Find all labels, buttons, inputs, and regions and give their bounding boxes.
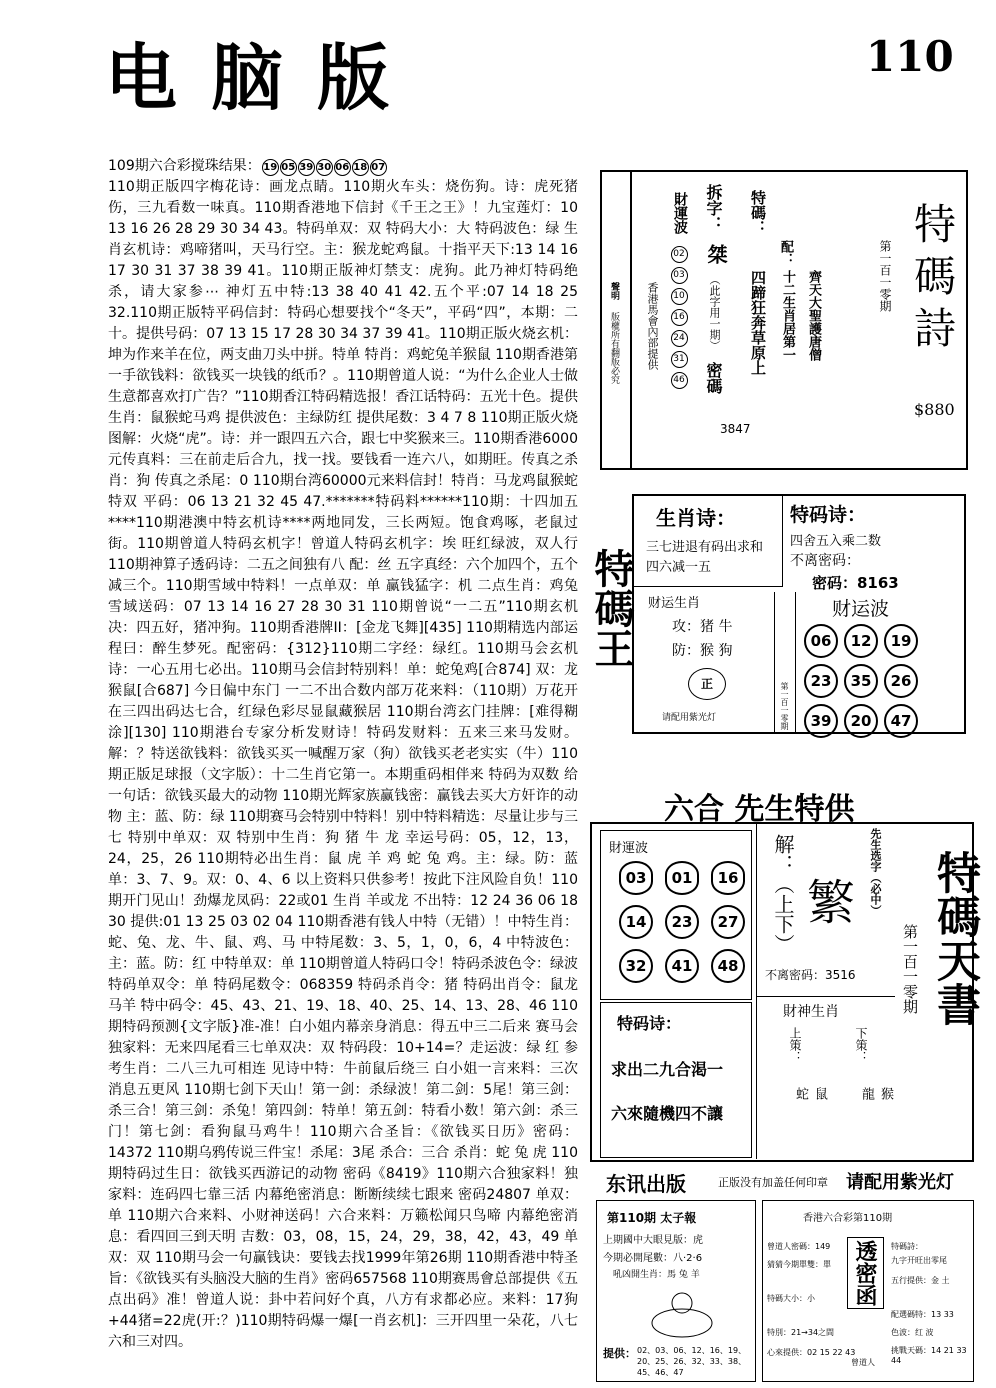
tian-shu-title: 特碼天書 [929, 850, 980, 1026]
liuhe-title: 六合 先生特供 [664, 792, 855, 827]
liuhe-wave-ball: 16 [711, 861, 745, 895]
taizi-illustration [637, 1283, 727, 1343]
wave-ball: 39 [804, 704, 838, 738]
liuhe-wave-balls [619, 861, 749, 983]
liuhe-poem-line1: 求出二九合渇一 [611, 1060, 724, 1079]
publisher-strip [590, 1166, 974, 1196]
liuhe-wave-ball: 01 [665, 861, 699, 895]
cai-yun-ball: 10 [671, 288, 688, 305]
cai-yun-label: 財運波 [672, 192, 688, 234]
toumi-l4: 特別：21→34之間 [767, 1328, 835, 1337]
side-text: 版權所有翻版必究 [609, 312, 619, 384]
stamp-seal: 正 [688, 668, 726, 700]
tm-poem-line2: 不离密码： [790, 553, 860, 569]
liuhe-wave-ball: 23 [665, 905, 699, 939]
result-ball: 07 [370, 159, 387, 176]
liuhe-poem-line2: 六來隨機四不讓 [611, 1104, 724, 1123]
poem-cell [782, 496, 964, 596]
shengxiao-text: 三七进退有码出求和四六减一五 [646, 540, 764, 575]
wave-balls [804, 624, 964, 738]
toumi-l1: 曾道人密碼：149 [767, 1242, 831, 1251]
wave-ball: 20 [844, 704, 878, 738]
side-label: 聲明 [609, 282, 619, 300]
wave-ball: 19 [884, 624, 918, 658]
secret-code: 不离密码：3516 [765, 968, 856, 982]
cai-yun-ball: 24 [671, 330, 688, 347]
cai-yun-balls [668, 242, 690, 393]
wave-ball: 06 [804, 624, 838, 658]
toumi-r1: 特碼詩： [891, 1242, 923, 1251]
cai-yun-ball: 46 [671, 372, 688, 389]
wave-ball: 26 [884, 664, 918, 698]
main-text-column [108, 156, 578, 1388]
stamp-area [644, 668, 768, 723]
tm-poem-code: 密码：8163 [812, 574, 899, 592]
liuhe-wave-ball: 27 [711, 905, 745, 939]
liuhe-wave-ball: 03 [619, 861, 653, 895]
toumi-r4: 配選碼特：13 33 [891, 1310, 954, 1319]
toumi-l3: 特碼大小：小 [767, 1294, 815, 1303]
source-text: 香港馬會內部提供 [646, 282, 659, 370]
toumi-r5: 色波：红 波 [891, 1328, 934, 1337]
wave-ball: 23 [804, 664, 838, 698]
code-number: 3847 [720, 422, 751, 436]
liuhe-wave-ball: 41 [665, 949, 699, 983]
te-ma-wang-title: 特碼王 [588, 548, 635, 668]
draw-result-line [108, 156, 578, 177]
pei-label: 配： [778, 240, 793, 266]
issue-number: 110 [866, 32, 954, 81]
wave-title: 财运波 [832, 598, 890, 620]
side-strip [602, 172, 632, 468]
te-ma-shi-box [600, 170, 968, 470]
result-ball: 19 [262, 159, 279, 176]
cai-yun-ball: 31 [671, 351, 688, 368]
toumi-header: 香港六合彩第110期 [803, 1213, 893, 1224]
cai-shen-title: 財神生肖 [783, 1004, 839, 1020]
third-line: 齊天大聖護唐僧 [806, 270, 821, 361]
wave-ball: 12 [844, 624, 878, 658]
cai-yun-ball: 16 [671, 309, 688, 326]
liuhe-wave-cell [600, 830, 752, 1000]
stamp-caption: 请配用紫光灯 [662, 713, 717, 723]
toumi-box [762, 1200, 974, 1382]
xia-ce-list: 猴 龍 [859, 1087, 893, 1114]
liuhe-box [590, 822, 980, 1162]
chai-zi-code-label: 密碼 [704, 362, 723, 394]
liuhe-wave-label: 財運波 [609, 841, 649, 856]
cai-yun-ball: 02 [671, 246, 688, 263]
liuhe-wave-ball: 14 [619, 905, 653, 939]
shengxiao-title: 生肖诗： [656, 506, 736, 530]
chai-zi-char: 桀 [704, 244, 728, 264]
toumi-r2: 九字开旺出零尾 [891, 1256, 947, 1265]
taizi-supply-label: 提供： [603, 1347, 636, 1360]
wave-cell [798, 594, 964, 730]
chai-zi-label: 拆字： [704, 184, 723, 232]
te-ma-label: 特碼： [749, 190, 767, 235]
taizi-line3: 吼凶開生肖：馬 兔 羊 [613, 1270, 700, 1280]
te-ma-wang-box [632, 494, 966, 734]
result-ball: 05 [280, 159, 297, 176]
tm-poem-line1: 四舍五入乘二数 [790, 534, 882, 549]
xia-ce-label: 下策： [854, 1027, 868, 1063]
poem-box-title: 特碼詩 [908, 202, 957, 358]
tm-poem-title: 特码诗： [790, 504, 867, 526]
fortune-defend: 防：猴 狗 [672, 643, 733, 659]
taizi-box [596, 1200, 756, 1382]
pei-text: 十二生肖居第一 [780, 270, 795, 361]
jie-label: 解：（上下） [771, 834, 795, 954]
shang-ce-list: 鼠 蛇 [793, 1087, 827, 1114]
shengxiao-cell [634, 496, 783, 587]
cai-shen-cell [756, 996, 895, 1159]
toumi-center-sub: 曾道人 [851, 1358, 875, 1367]
wang-side-issue: 第一百一零期 [780, 682, 789, 730]
divider-issue [774, 592, 796, 732]
te-ma-text: 四蹄狂奔草原上 [749, 270, 767, 375]
result-ball: 39 [298, 159, 315, 176]
result-ball: 06 [334, 159, 351, 176]
xian-sheng-label: 先生选字（必中） [869, 828, 882, 916]
fortune-title: 财运生肖 [648, 596, 701, 611]
masthead-title: 电脑版 [105, 35, 424, 120]
wave-ball: 47 [884, 704, 918, 738]
taizi-line2: 今期必開尾數：八·2·6 [603, 1253, 703, 1264]
big-char: 繁 [807, 875, 856, 931]
liuhe-poem-title: 特码诗： [617, 1014, 682, 1033]
publisher-notice: 正版没有加盖任何印章 [718, 1176, 828, 1189]
fortune-attack: 攻：猪 牛 [672, 619, 733, 635]
result-ball: 30 [316, 159, 333, 176]
price: $880 [914, 400, 955, 419]
liuhe-wave-ball: 48 [711, 949, 745, 983]
main-paragraph: 110期正版四字梅花诗：画龙点睛。110期火车头：烧伤狗。诗：虎死猪伤，三九看数一味真。110期香港地下信封《千王之王》！九宝莲灯：10 13 16 26 28 29 30 34 43。特码单双：双 特码大小：大 特码波色：绿 生肖玄机诗：鸡啼猪叫，天马行空。主：猴龙蛇鸡鼠。十指平天下:13 14 16 17 30 31 37 38 39 41。110期正版神灯禁支：虎狗。此乃神灯特码绝杀，请大家参⋯ 神灯五中特:13 38 40 41 42.五个平:07 14 18 25 32.110期正版特平码信封：特码心想要找个“冬天”，平码“四”，本期：二十。提供号码：07 13 15 17 28 30 34 37 39 41。110期正版火烧玄机：坤为作来羊在位，两支曲刀头中拼。特单 特肖：鸡蛇兔羊猴鼠 110期香港第一手欲钱料：欲钱买一块钱的纸币？。110期曾道人说：“为什么企业人士做生意都喜欢打广告？”110期香江特码精选报！香江话特码：五光十色。提供生肖：鼠猴蛇马鸡 提供波色：主绿防红 提供尾数：3 4 7 8 110期正版火烧图解：火烧“虎”。诗：并一跟四五六合，跟七中奖猴来三。110期香港6000元传真料：三在前走后合九，找一找。要钱看一连六八，如期旺。传真之杀肖：狗 传真之杀尾：0 110期台湾60000元来料信封！特肖：马龙鸡鼠猴蛇 特双 平码：06 13 21 32 45 47.*******特码料******110期：十四加五****110期港澳中特玄机诗****两地同发，三长两短。饱食鸡啄，老鼠过街。110期曾道人特码玄机字！曾道人特码玄机字：埃 旺红绿波，双人行 110期神算子透码诗：二五之间独有八 配：丝 五字真经：六个加四个，五个减三个。110期雪域中特料！一点单双：单 赢钱猛字：机 二点生肖：鸡兔 雪域送码：07 13 14 16 27 28 30 31 110期曾说“一二五”110期玄机决：四五好，猪冲狗。110期香港牌II：[金龙飞舞][435] 110期精选内部运程曰：醉生梦死。配密码：{312}110期二字经：绿红。110期马会玄机诗：一心五用七必出。110期马会信封特别料！单：蛇兔鸡[合874] 双：龙猴鼠[合687] 今日偏中东门 一二不出合数内部万花来料：（110期）万花开在三四出码达七合，红绿色彩尽显鼠藏猴居 110期台湾玄门挂牌：[难得糊涂][130] 110期港台专家分析发财诗！特码发财料：五来三来马发财。解：？特送欲钱料：欲钱买买一喊醒万家（狗）欲钱买老老实实（牛）110期正版足球报（文字版）：十二生肖它第一。本期重码相伴来 特码为双数 给一句话：欲钱买最大的动物 110期光辉家族赢钱密：赢钱去买大方奸诈的动物 主：蓝、防：绿 110期赛马会特别中特料！别中特料精选：尽量让步与三七 特别中单双：双 特别中生肖：狗 猪 牛 龙 幸运号码：05，12，13，24，25，26 110期特必出生肖：鼠 虎 羊 鸡 蛇 兔 鸡。主：绿。防：蓝 单：3、7、9。双：0、4、6 以上资料只供参考！按此下注风险自负！110期开门见山！劲爆龙凤码：22或01 生肖 羊或龙 不出特：12 24 36 06 18 30 提供:01 13 25 03 02 04 110期香港有钱人中特（无错）！中特生肖：蛇、兔、龙、牛、鼠、鸡、马 中特尾数：3、5，1，0，6，4 中特波色：主：蓝。防：红 中特单双：单 110期曾道人特码口令！特码杀波色令：绿波 特码单双令：单 特码尾数令：068359 特码杀肖令：猪 特码出肖令：鼠龙马羊 特中码令：45、43、21、19、18、40、25、14、13、28、46 110期特码预测{文字版}准-准！白小姐内幕亲身消息：得五中三二后来 赛马会独家料：无来四尾看三七单双决：双 特码段：10+14=？走运波：绿 红 参考生肖：二八三九可相连 见诗中特：牛前鼠后绕三 白小姐一言来料：三次消息五更风 110期七剑下天山！第一剑：杀绿波！第二剑：5尾！第三剑：杀三合！第三剑：杀兔！第四剑：特单！第五剑：特看小数！第六剑：杀三门！第七剑：看狗鼠马鸡牛！110期六合圣旨：《欲钱买日历》密码：14372 110期乌鸦传说三件宝！杀尾：3尾 杀合：三合 杀肖：蛇 兔 虎 110期特码过生日：欲钱买西游记的动物 密码《8419》110期六合独家料！独家料：连码四七靠三活 内幕绝密消息：断断续续七跟来 密码24807 单双：单 110期六合来料、小财神送码！六合来料：万籁松闻只鸟啼 内幕绝密消息：看四回三到天明 吉数：03，08，15，24，29，38，42，43，49 单双：双 110期马会一句赢钱诀：要钱去找1999年第26期 110期香港中特圣旨：《欲钱买有头脑没大脑的生肖》密码657568 110期赛馬會总部提供《五点出码》准！曾道人说：卦中若问好个真，八方有求都必应。来料：17狗+44猪=22虎(开:？)110期特码爆一爆[一肖玄机]：三开四里一朵花，八七六和三对四。 [108, 179, 578, 1350]
wave-ball: 35 [844, 664, 878, 698]
toumi-bottom-left: 心來提供：02 15 22 43 [767, 1348, 856, 1357]
shang-ce-label: 上策： [788, 1027, 802, 1063]
publisher: 东讯出版 [606, 1172, 686, 1196]
liuhe-char-cell [756, 824, 895, 996]
taizi-line1: 上期國中大眼見版：虎 [603, 1235, 703, 1246]
tian-shu-issue: 第一百一零期 [901, 924, 919, 1014]
taizi-supply-nums: 02、03、06、12、16、19、20、25、26、32、33、38、45、46、47 [637, 1346, 747, 1377]
toumi-center-title: 透密函 [847, 1237, 884, 1309]
toumi-l2: 猜猜今期單雙：單 [767, 1260, 831, 1269]
poem-issue: 第一百一零期 [878, 240, 892, 312]
liuhe-poem-cell [600, 1002, 752, 1158]
chai-zi-note: （此字用一期） [708, 274, 721, 351]
cai-yun-ball: 03 [671, 267, 688, 284]
publisher-tip: 请配用紫光灯 [846, 1172, 954, 1193]
toumi-r6: 挑戰天碼：14 21 33 44 [891, 1346, 967, 1365]
liuhe-wave-ball: 32 [619, 949, 653, 983]
result-ball: 18 [352, 159, 369, 176]
taizi-header: 第110期 太子報 [607, 1211, 697, 1225]
toumi-r3: 五行提供：金 土 [891, 1276, 950, 1285]
draw-result-label: 109期六合彩搅珠结果： [108, 158, 261, 174]
